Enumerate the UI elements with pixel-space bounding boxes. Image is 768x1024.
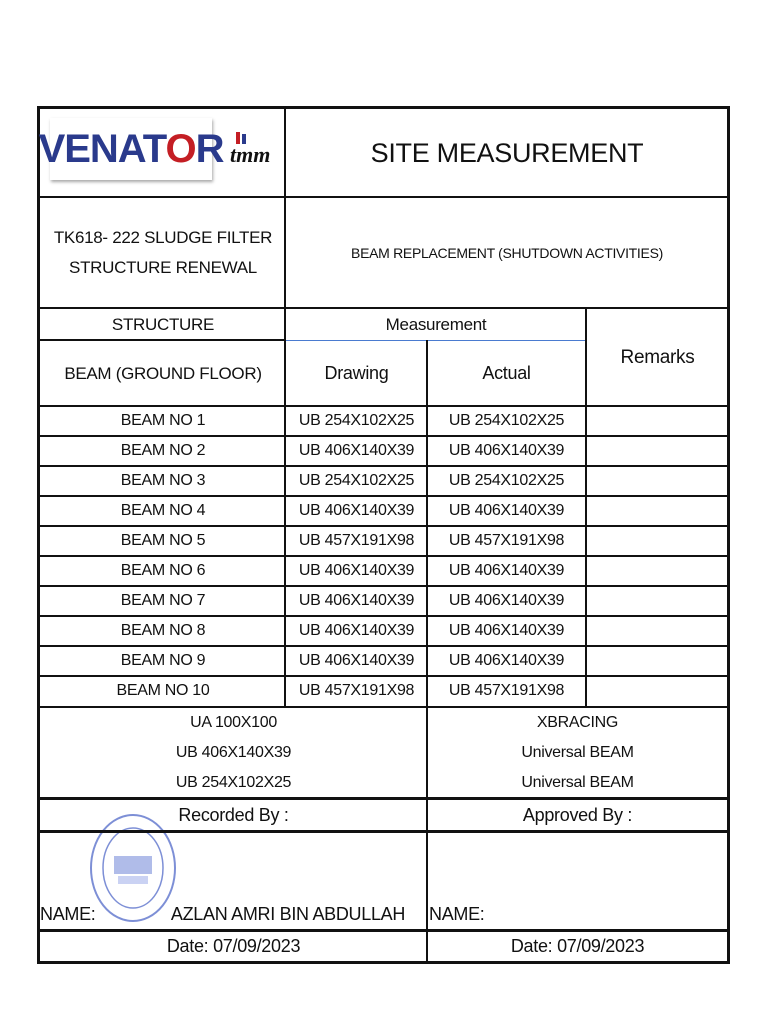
row-divider [38, 615, 729, 617]
beam-row-actual-cell: UB 457X191X98 [448, 532, 565, 549]
date-left: Date: 07/09/2023 [166, 935, 301, 956]
beam-row-remarks-cell [586, 436, 729, 466]
row-divider [38, 435, 729, 437]
beam-row-drawing-cell: UB 254X102X25 [298, 412, 415, 429]
date-right: Date: 07/09/2023 [510, 935, 645, 956]
beam-row-drawing-cell: UB 406X140X39 [298, 652, 415, 669]
divider [284, 108, 286, 706]
beam-row-actual-cell: UB 406X140X39 [448, 622, 565, 639]
row-divider [38, 645, 729, 647]
svg-text:tmm: tmm [230, 142, 271, 167]
beam-row-remarks-cell [586, 406, 729, 436]
beam-row-remarks-cell [586, 496, 729, 526]
section-header: BEAM (GROUND FLOOR) [64, 363, 262, 383]
actual-header: Actual [482, 363, 531, 383]
divider [38, 797, 729, 800]
beam-row-structure-cell: BEAM NO 3 [120, 472, 206, 489]
legend-left [40, 708, 427, 798]
row-divider [38, 675, 729, 677]
row-divider [38, 525, 729, 527]
venator-logo-text: VENATOR [38, 126, 224, 171]
beam-row-structure-cell: BEAM NO 8 [120, 622, 206, 639]
beam-row-drawing-cell: UB 457X191X98 [298, 532, 415, 549]
recorder-name: AZLAN AMRI BIN ABDULLAH [170, 903, 406, 924]
legend-left-item: UB 254X102X25 [175, 774, 292, 791]
beam-row-structure-cell: BEAM NO 7 [120, 592, 206, 609]
beam-row-drawing-cell: UB 457X191X98 [298, 682, 415, 699]
company-stamp [88, 812, 178, 924]
row-divider [38, 585, 729, 587]
divider [38, 339, 286, 341]
beam-row-actual-cell: UB 406X140X39 [448, 592, 565, 609]
beam-row-structure-cell: BEAM NO 4 [120, 502, 206, 519]
beam-row-remarks-cell [586, 556, 729, 586]
beam-row-drawing-cell: UB 406X140X39 [298, 562, 415, 579]
divider [585, 308, 587, 706]
beam-row-structure-cell: BEAM NO 1 [120, 412, 206, 429]
beam-row-drawing-cell: UB 254X102X25 [298, 472, 415, 489]
beam-row-remarks-cell [586, 616, 729, 646]
venator-logo [38, 118, 224, 180]
legend-right-item: XBRACING [536, 714, 619, 731]
project-line-1: TK618- 222 SLUDGE FILTER [53, 228, 273, 247]
divider [38, 405, 729, 407]
beam-row-actual-cell: UB 254X102X25 [448, 412, 565, 429]
tmm-logo [230, 130, 274, 170]
beam-row-actual-cell: UB 457X191X98 [448, 682, 565, 699]
divider [38, 706, 729, 708]
measurement-header: Measurement [385, 315, 487, 334]
drawing-header: Drawing [324, 363, 389, 383]
name-label-right: NAME: [429, 903, 485, 924]
beam-row-structure-cell: BEAM NO 9 [120, 652, 206, 669]
measurement-underline [285, 340, 585, 341]
project-description: BEAM REPLACEMENT (SHUTDOWN ACTIVITIES) [351, 245, 663, 261]
row-divider [38, 495, 729, 497]
legend-right-item: Universal BEAM [521, 744, 634, 761]
beam-row-remarks-cell [586, 466, 729, 496]
remarks-header: Remarks [620, 346, 695, 368]
beam-row-remarks-cell [586, 676, 729, 706]
beam-row-structure-cell: BEAM NO 6 [120, 562, 206, 579]
beam-row-actual-cell: UB 406X140X39 [448, 502, 565, 519]
beam-row-structure-cell: BEAM NO 2 [120, 442, 206, 459]
beam-row-drawing-cell: UB 406X140X39 [298, 502, 415, 519]
row-divider [38, 465, 729, 467]
beam-row-actual-cell: UB 406X140X39 [448, 562, 565, 579]
approved-by-label: Approved By : [522, 805, 633, 825]
project-line-2: STRUCTURE RENEWAL [69, 258, 257, 277]
legend-right [427, 708, 728, 798]
divider [38, 307, 729, 309]
project-title [40, 198, 286, 308]
legend-right-item: Universal BEAM [521, 774, 634, 791]
legend-left-item: UA 100X100 [190, 714, 277, 731]
divider [38, 830, 729, 833]
name-label-left: NAME: [40, 903, 96, 924]
beam-row-remarks-cell [586, 586, 729, 616]
legend-left-item: UB 406X140X39 [175, 744, 292, 761]
beam-row-actual-cell: UB 406X140X39 [448, 442, 565, 459]
beam-row-structure-cell: BEAM NO 10 [116, 682, 210, 699]
beam-row-drawing-cell: UB 406X140X39 [298, 592, 415, 609]
structure-header: STRUCTURE [111, 315, 215, 334]
beam-row-drawing-cell: UB 406X140X39 [298, 622, 415, 639]
divider [426, 340, 428, 962]
recorded-by-label: Recorded By : [178, 805, 289, 825]
beam-row-drawing-cell: UB 406X140X39 [298, 442, 415, 459]
row-divider [38, 555, 729, 557]
beam-row-actual-cell: UB 406X140X39 [448, 652, 565, 669]
beam-row-remarks-cell [586, 526, 729, 556]
page-title: SITE MEASUREMENT [370, 137, 644, 168]
beam-row-structure-cell: BEAM NO 5 [120, 532, 206, 549]
divider [38, 929, 729, 932]
divider [38, 196, 729, 198]
beam-row-remarks-cell [586, 646, 729, 676]
beam-row-actual-cell: UB 254X102X25 [448, 472, 565, 489]
